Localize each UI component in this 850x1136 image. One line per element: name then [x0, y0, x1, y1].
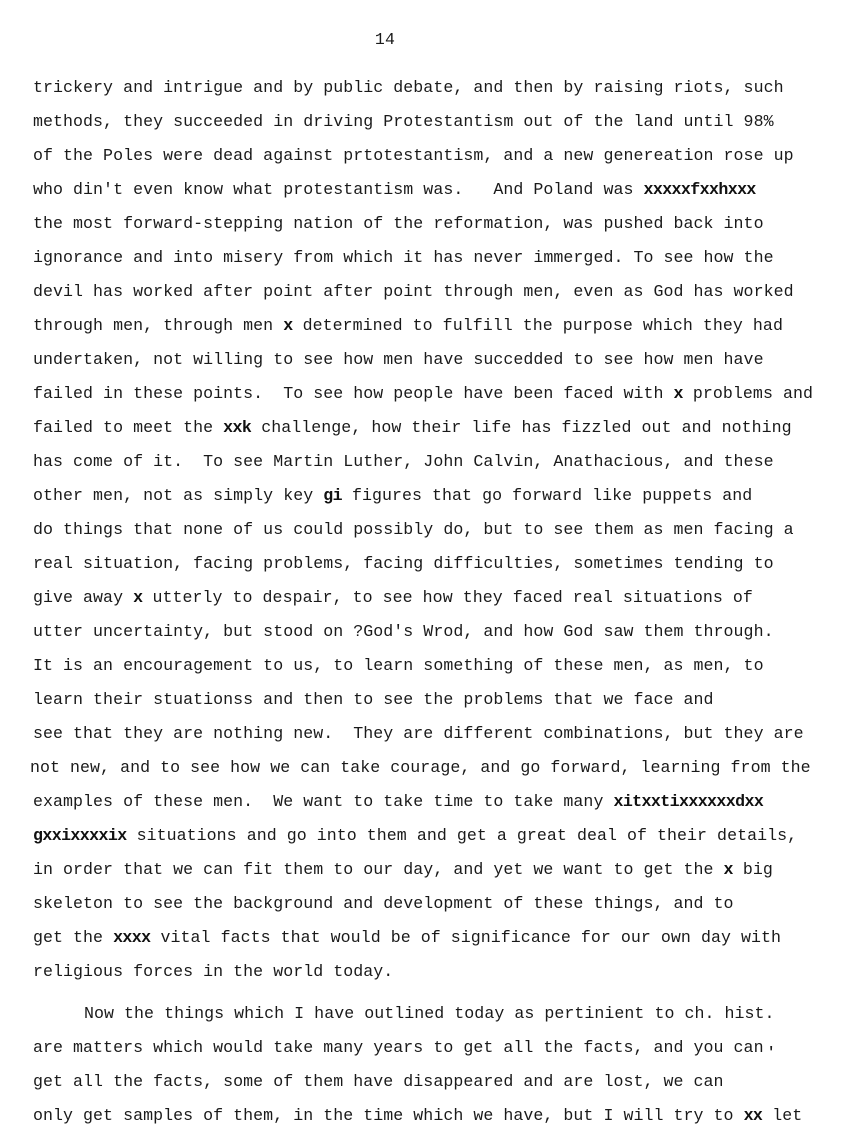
- text-line: [33, 210, 833, 244]
- text-line: [33, 788, 833, 822]
- text-segment: not new, and to see how we can take courage, and go forward, learning from the: [30, 758, 811, 777]
- text-segment: failed to meet the: [33, 418, 224, 437]
- text-segment: trickery and intrigue and by public debate, and then by raising riots, such: [33, 78, 784, 97]
- text-line: [33, 1034, 833, 1068]
- text-segment: real situation, facing problems, facing difficulties, sometimes tending to: [33, 554, 774, 573]
- text-line: [33, 74, 833, 108]
- text-line: [33, 346, 833, 380]
- text-segment: let: [762, 1106, 803, 1125]
- text-line: [33, 686, 833, 720]
- text-line: [33, 550, 833, 584]
- text-segment: who din't even know what protestantism was. And Poland was: [33, 180, 644, 199]
- text-segment: other men, not as simply key: [33, 486, 324, 505]
- text-segment: through men, through men: [33, 316, 284, 335]
- text-line: [33, 278, 833, 312]
- text-line: [33, 448, 833, 482]
- text-segment: in order that we can fit them to our day, and yet we want to get the: [33, 860, 724, 879]
- text-segment: skeleton to see the background and development of these things, and to: [33, 894, 734, 913]
- text-line: [33, 176, 833, 210]
- text-segment: give away: [33, 588, 134, 607]
- text-line: [33, 108, 833, 142]
- text-line: [33, 618, 833, 652]
- text-line: [33, 822, 833, 856]
- typed-over-strikeout: xxxx: [113, 928, 151, 947]
- typed-over-strikeout: xx: [743, 1106, 763, 1125]
- typed-over-strikeout: gi: [323, 486, 342, 505]
- text-line: [33, 652, 833, 686]
- typed-over-strikeout: x: [723, 860, 733, 879]
- text-segment: determined to fulfill the purpose which they had: [292, 316, 783, 335]
- typed-over-strikeout: x: [673, 384, 683, 403]
- text-segment: has come of it. To see Martin Luther, John Calvin, Anathacious, and these: [33, 452, 774, 471]
- text-segment: the most forward-stepping nation of the reformation, was pushed back into: [33, 214, 764, 233]
- typed-over-strikeout: xitxxtixxxxxxdxx: [613, 792, 764, 811]
- text-line: [33, 856, 833, 890]
- text-line: [33, 516, 833, 550]
- text-line: [33, 924, 833, 958]
- text-segment: devil has worked after point after point through men, even as God has worked: [33, 282, 794, 301]
- text-segment: utter uncertainty, but stood on ?God's Wrod, and how God saw them through.: [33, 622, 774, 641]
- text-line: [33, 584, 833, 618]
- text-segment: challenge, how their life has fizzled out and nothing: [251, 418, 792, 437]
- text-line: [33, 1102, 833, 1136]
- text-segment: are matters which would take many years to get all the facts, and you can: [33, 1038, 764, 1057]
- typed-over-strikeout: gxxixxxxix: [33, 826, 127, 845]
- text-segment: examples of these men. We want to take time to take many: [33, 792, 614, 811]
- text-line: [33, 244, 833, 278]
- text-segment: learn their stuationss and then to see the problems that we face and: [33, 690, 714, 709]
- text-line: [33, 380, 833, 414]
- text-line: [33, 958, 833, 992]
- text-line: [30, 754, 833, 788]
- typed-over-strikeout: x: [133, 588, 143, 607]
- paragraph-start-line: [33, 1000, 833, 1034]
- text-line: [33, 720, 833, 754]
- text-segment: vital facts that would be of significance for our own day with: [150, 928, 782, 947]
- typed-over-strikeout: x: [283, 316, 293, 335]
- text-segment: big: [732, 860, 773, 879]
- text-segment: get all the facts, some of them have disappeared and are lost, we can: [33, 1072, 724, 1091]
- text-segment: of the Poles were dead against prtotestantism, and a new genereation rose up: [33, 146, 794, 165]
- text-segment: religious forces in the world today.: [33, 962, 394, 981]
- text-line: [33, 142, 833, 176]
- text-segment: get the: [33, 928, 114, 947]
- text-segment: problems and: [682, 384, 813, 403]
- typed-over-strikeout: xxk: [223, 418, 252, 437]
- text-segment: figures that go forward like puppets and: [341, 486, 753, 505]
- text-segment: situations and go into them and get a great deal of their details,: [126, 826, 798, 845]
- page-number: 14: [374, 30, 396, 49]
- text-segment: undertaken, not willing to see how men have succedded to see how men have: [33, 350, 764, 369]
- body-text: [30, 74, 833, 1136]
- text-line: [33, 1068, 833, 1102]
- text-segment: methods, they succeeded in driving Protestantism out of the land until 98%: [33, 112, 774, 131]
- text-segment: only get samples of them, in the time which we have, but I will try to: [33, 1106, 744, 1125]
- text-line: [33, 312, 833, 346]
- text-segment: see that they are nothing new. They are different combinations, but they are: [33, 724, 804, 743]
- text-segment: do things that none of us could possibly do, but to see them as men facing a: [33, 520, 794, 539]
- text-segment: It is an encouragement to us, to learn something of these men, as men, to: [33, 656, 764, 675]
- typed-over-strikeout: xxxxxfxxhxxx: [643, 180, 756, 199]
- text-segment: ignorance and into misery from which it has never immerged. To see how the: [33, 248, 774, 267]
- stray-ink-mark: ': [767, 1045, 776, 1061]
- text-segment: failed in these points. To see how people have been faced with: [33, 384, 674, 403]
- text-segment: utterly to despair, to see how they faced real situations of: [142, 588, 753, 607]
- text-line: [33, 482, 833, 516]
- text-segment: Now the things which I have outlined today as pertinient to ch. hist.: [84, 1004, 775, 1023]
- text-line: [33, 890, 833, 924]
- text-line: [33, 414, 833, 448]
